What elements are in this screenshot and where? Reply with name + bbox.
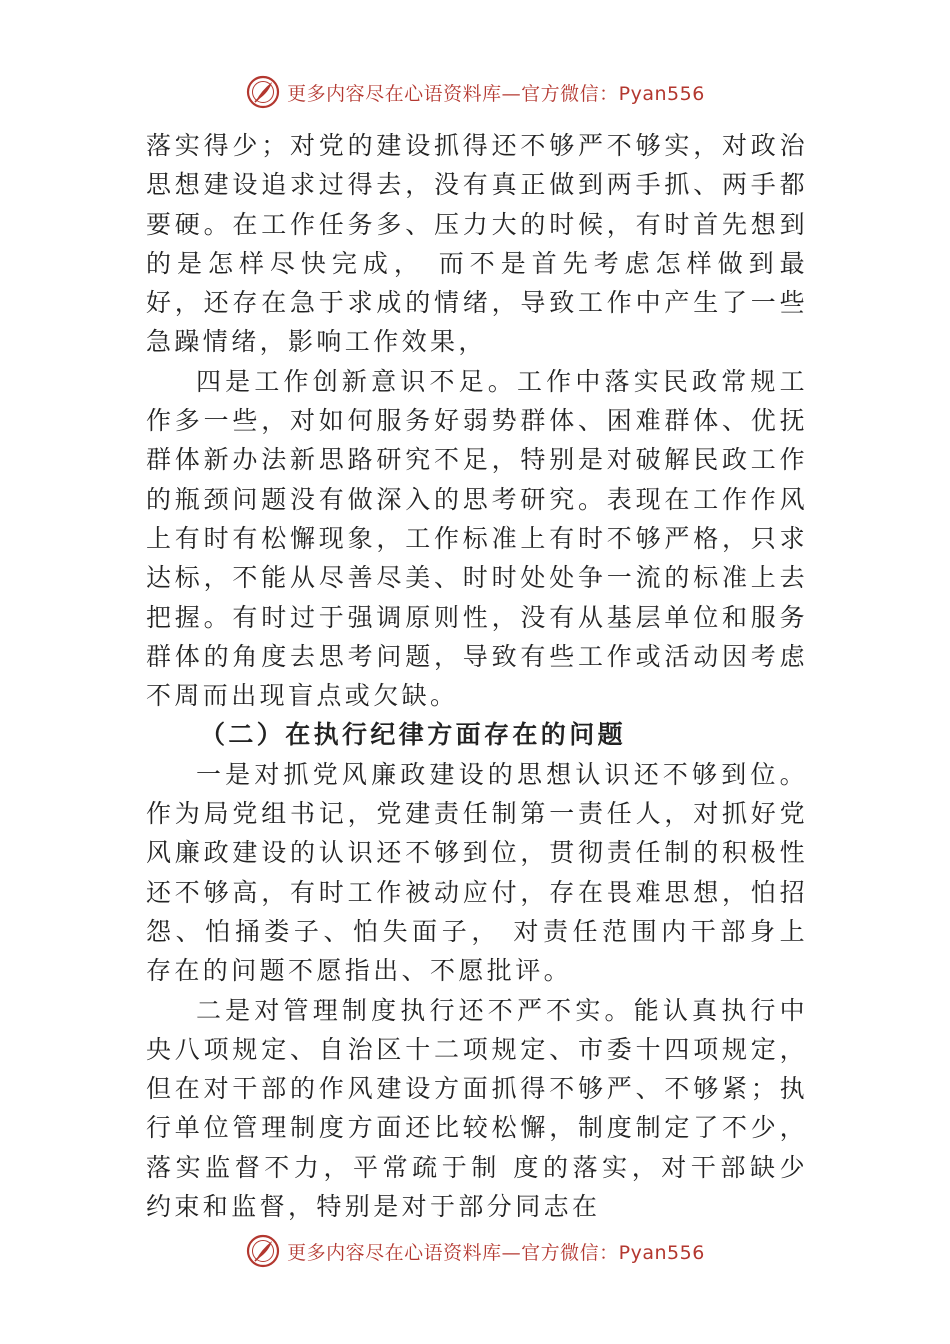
document-body — [146, 126, 808, 1226]
paragraph-4: 二是对管理制度执行还不严不实。能认真执行中央八项规定、自治区十二项规定、市委十四项规定，但在对干部的作风建设方面抓得不够严、不够紧；执行单位管理制度方面还比较松懈，制度制定了不少，落实监督不力，平常疏于制 度的落实，对干部缺少约束和监督，特别是对于部分同志在 — [146, 995, 808, 1222]
wechat-handle: Pyan556 — [618, 82, 705, 105]
paragraph-2: 四是工作创新意识不足。工作中落实民政常规工作多一些，对如何服务好弱势群体、困难群体、优抚群体新办法新思路研究不足，特别是对破解民政工作的瓶颈问题没有做深入的思考研究。表现在工作作风上有时有松懈现象，工作标准上有时不够严格，只求达标，不能从尽善尽美、时时处处争一流的标准上去把握。有时过于强调原则性，没有从基层单位和服务群体的角度去思考问题，导致有些工作或活动因考虑不周而出现盲点或欠缺。 — [146, 366, 808, 711]
quill-pen-seal-icon — [245, 1233, 281, 1269]
footer-banner — [0, 1231, 950, 1271]
paragraph-1: 落实得少；对党的建设抓得还不够严不够实，对政治思想建设追求过得去，没有真正做到两手抓、两手都要硬。在工作任务多、压力大的时候，有时首先想到的是怎样尽快完成， 而不是首先考虑怎样做到最好，还存在急于求成的情绪，导致工作中产生了一些急躁情绪，影响工作效果， — [146, 131, 808, 357]
banner-text: 更多内容尽在心语资料库—官方微信：Pyan556 — [287, 82, 705, 105]
header-banner — [0, 72, 950, 112]
banner-text: 更多内容尽在心语资料库—官方微信：Pyan556 — [287, 1241, 705, 1264]
quill-pen-seal-icon — [245, 74, 281, 110]
wechat-handle: Pyan556 — [618, 1241, 705, 1264]
section-heading: （二）在执行纪律方面存在的问题 — [200, 720, 627, 750]
paragraph-3: 一是对抓党风廉政建设的思想认识还不够到位。作为局党组书记，党建责任制第一责任人，对抓好党风廉政建设的认识还不够到位，贯彻责任制的积极性还不够高，有时工作被动应付，存在畏难思想，怕招怨、怕捅娄子、怕失面子， 对责任范围内干部身上存在的问题不愿指出、不愿批评。 — [146, 759, 808, 986]
